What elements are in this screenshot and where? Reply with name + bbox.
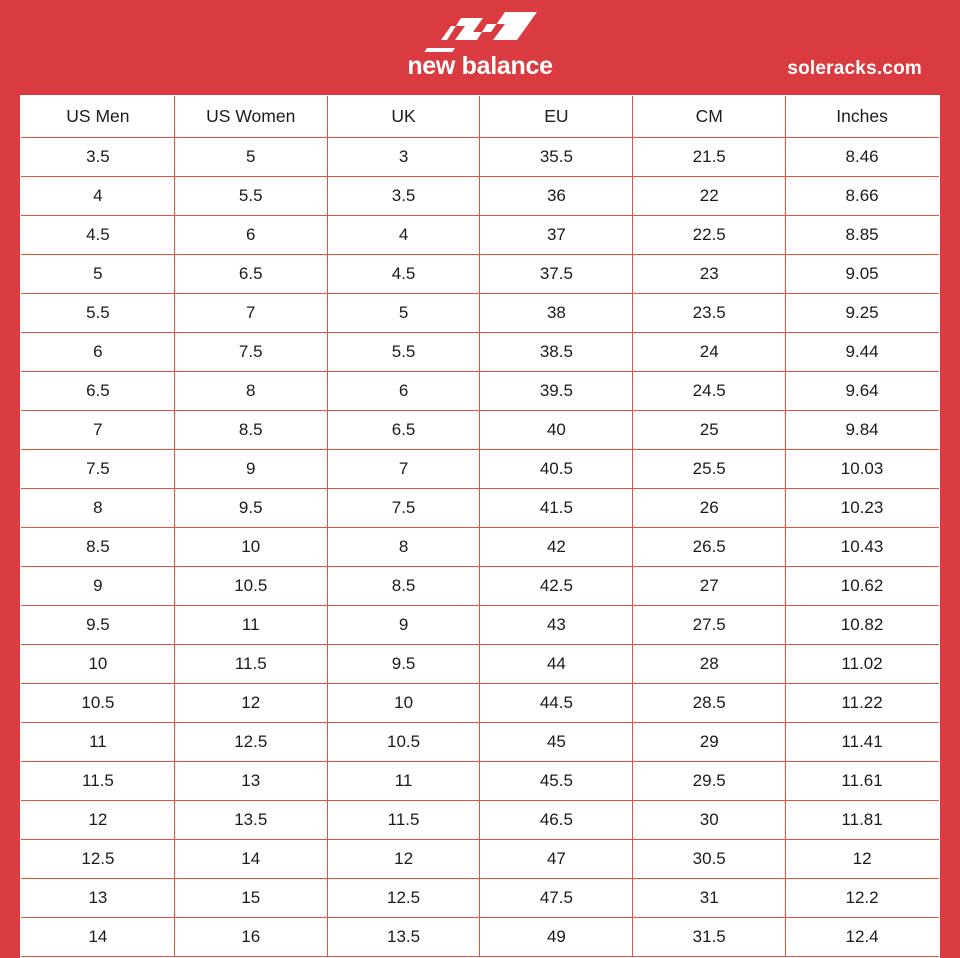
cell-eu: 35.5 <box>480 138 633 177</box>
cell-inches: 9.64 <box>786 372 939 411</box>
cell-eu: 43 <box>480 606 633 645</box>
cell-us-men: 3.5 <box>22 138 175 177</box>
cell-eu: 37 <box>480 216 633 255</box>
size-table-container <box>20 95 940 958</box>
cell-us-women: 5.5 <box>174 177 327 216</box>
cell-uk: 12 <box>327 840 480 879</box>
column-header-cm: CM <box>633 97 786 138</box>
cell-uk: 3.5 <box>327 177 480 216</box>
cell-cm: 27.5 <box>633 606 786 645</box>
table-row <box>22 528 939 567</box>
cell-inches: 11.61 <box>786 762 939 801</box>
cell-cm: 25.5 <box>633 450 786 489</box>
cell-uk: 7 <box>327 450 480 489</box>
cell-cm: 29.5 <box>633 762 786 801</box>
cell-cm: 25 <box>633 411 786 450</box>
cell-cm: 29 <box>633 723 786 762</box>
cell-us-men: 13 <box>22 879 175 918</box>
brand-name: new balance <box>407 52 553 80</box>
cell-inches: 8.46 <box>786 138 939 177</box>
cell-us-women: 8.5 <box>174 411 327 450</box>
table-row <box>22 138 939 177</box>
table-row <box>22 177 939 216</box>
cell-us-men: 11 <box>22 723 175 762</box>
cell-us-women: 13.5 <box>174 801 327 840</box>
cell-uk: 7.5 <box>327 489 480 528</box>
cell-uk: 8 <box>327 528 480 567</box>
cell-uk: 6.5 <box>327 411 480 450</box>
table-header-row <box>22 97 939 138</box>
cell-us-women: 11 <box>174 606 327 645</box>
cell-eu: 41.5 <box>480 489 633 528</box>
cell-eu: 47.5 <box>480 879 633 918</box>
cell-us-men: 5.5 <box>22 294 175 333</box>
cell-us-men: 4 <box>22 177 175 216</box>
cell-us-men: 11.5 <box>22 762 175 801</box>
cell-eu: 38 <box>480 294 633 333</box>
cell-inches: 8.85 <box>786 216 939 255</box>
cell-inches: 10.23 <box>786 489 939 528</box>
column-header-uk: UK <box>327 97 480 138</box>
table-body <box>22 138 939 957</box>
table-row <box>22 372 939 411</box>
cell-us-women: 7 <box>174 294 327 333</box>
cell-eu: 45.5 <box>480 762 633 801</box>
cell-us-men: 14 <box>22 918 175 957</box>
cell-uk: 10 <box>327 684 480 723</box>
cell-uk: 11 <box>327 762 480 801</box>
cell-cm: 23 <box>633 255 786 294</box>
cell-cm: 28 <box>633 645 786 684</box>
cell-inches: 10.03 <box>786 450 939 489</box>
cell-uk: 4.5 <box>327 255 480 294</box>
site-url: soleracks.com <box>787 58 922 79</box>
cell-uk: 5 <box>327 294 480 333</box>
table-row <box>22 294 939 333</box>
cell-inches: 10.82 <box>786 606 939 645</box>
cell-uk: 9 <box>327 606 480 645</box>
cell-uk: 3 <box>327 138 480 177</box>
cell-us-men: 12.5 <box>22 840 175 879</box>
column-header-us-women: US Women <box>174 97 327 138</box>
cell-inches: 11.41 <box>786 723 939 762</box>
cell-inches: 12.2 <box>786 879 939 918</box>
cell-inches: 9.84 <box>786 411 939 450</box>
cell-cm: 26 <box>633 489 786 528</box>
cell-us-men: 12 <box>22 801 175 840</box>
new-balance-logo-icon <box>421 10 539 52</box>
cell-eu: 46.5 <box>480 801 633 840</box>
cell-eu: 45 <box>480 723 633 762</box>
table-row <box>22 645 939 684</box>
cell-eu: 40.5 <box>480 450 633 489</box>
size-table <box>21 96 939 957</box>
cell-us-men: 10 <box>22 645 175 684</box>
cell-us-men: 6.5 <box>22 372 175 411</box>
cell-us-men: 10.5 <box>22 684 175 723</box>
cell-uk: 5.5 <box>327 333 480 372</box>
cell-inches: 12.4 <box>786 918 939 957</box>
cell-inches: 10.43 <box>786 528 939 567</box>
cell-eu: 40 <box>480 411 633 450</box>
cell-uk: 4 <box>327 216 480 255</box>
cell-us-women: 14 <box>174 840 327 879</box>
cell-us-women: 9.5 <box>174 489 327 528</box>
cell-uk: 10.5 <box>327 723 480 762</box>
cell-eu: 42 <box>480 528 633 567</box>
cell-cm: 24 <box>633 333 786 372</box>
cell-cm: 30 <box>633 801 786 840</box>
cell-uk: 9.5 <box>327 645 480 684</box>
cell-us-women: 11.5 <box>174 645 327 684</box>
table-row <box>22 489 939 528</box>
cell-us-men: 6 <box>22 333 175 372</box>
cell-us-men: 9.5 <box>22 606 175 645</box>
cell-us-women: 10 <box>174 528 327 567</box>
table-row <box>22 723 939 762</box>
column-header-eu: EU <box>480 97 633 138</box>
cell-us-women: 12.5 <box>174 723 327 762</box>
cell-us-women: 13 <box>174 762 327 801</box>
cell-cm: 26.5 <box>633 528 786 567</box>
cell-us-men: 4.5 <box>22 216 175 255</box>
cell-cm: 30.5 <box>633 840 786 879</box>
cell-eu: 36 <box>480 177 633 216</box>
cell-eu: 37.5 <box>480 255 633 294</box>
page-header <box>20 0 940 95</box>
table-row <box>22 918 939 957</box>
cell-us-women: 6 <box>174 216 327 255</box>
cell-cm: 21.5 <box>633 138 786 177</box>
cell-cm: 24.5 <box>633 372 786 411</box>
cell-cm: 31.5 <box>633 918 786 957</box>
cell-inches: 11.81 <box>786 801 939 840</box>
cell-us-men: 9 <box>22 567 175 606</box>
cell-inches: 9.05 <box>786 255 939 294</box>
cell-cm: 27 <box>633 567 786 606</box>
cell-uk: 13.5 <box>327 918 480 957</box>
cell-cm: 28.5 <box>633 684 786 723</box>
table-row <box>22 606 939 645</box>
cell-uk: 12.5 <box>327 879 480 918</box>
cell-inches: 10.62 <box>786 567 939 606</box>
cell-inches: 11.02 <box>786 645 939 684</box>
cell-eu: 38.5 <box>480 333 633 372</box>
cell-us-men: 8.5 <box>22 528 175 567</box>
column-header-us-men: US Men <box>22 97 175 138</box>
cell-us-women: 16 <box>174 918 327 957</box>
cell-inches: 12 <box>786 840 939 879</box>
cell-cm: 31 <box>633 879 786 918</box>
column-header-inches: Inches <box>786 97 939 138</box>
table-row <box>22 450 939 489</box>
cell-uk: 8.5 <box>327 567 480 606</box>
table-row <box>22 255 939 294</box>
cell-us-women: 15 <box>174 879 327 918</box>
cell-cm: 22 <box>633 177 786 216</box>
table-row <box>22 567 939 606</box>
cell-us-men: 7.5 <box>22 450 175 489</box>
table-row <box>22 762 939 801</box>
cell-uk: 11.5 <box>327 801 480 840</box>
table-row <box>22 801 939 840</box>
table-row <box>22 840 939 879</box>
cell-us-men: 7 <box>22 411 175 450</box>
cell-eu: 47 <box>480 840 633 879</box>
cell-cm: 22.5 <box>633 216 786 255</box>
cell-us-men: 8 <box>22 489 175 528</box>
cell-us-women: 9 <box>174 450 327 489</box>
cell-inches: 9.44 <box>786 333 939 372</box>
cell-us-women: 10.5 <box>174 567 327 606</box>
cell-us-men: 5 <box>22 255 175 294</box>
table-row <box>22 333 939 372</box>
cell-eu: 39.5 <box>480 372 633 411</box>
cell-eu: 44 <box>480 645 633 684</box>
cell-eu: 44.5 <box>480 684 633 723</box>
table-row <box>22 216 939 255</box>
cell-inches: 11.22 <box>786 684 939 723</box>
table-row <box>22 684 939 723</box>
cell-eu: 49 <box>480 918 633 957</box>
cell-uk: 6 <box>327 372 480 411</box>
cell-cm: 23.5 <box>633 294 786 333</box>
cell-inches: 8.66 <box>786 177 939 216</box>
cell-us-women: 12 <box>174 684 327 723</box>
cell-us-women: 7.5 <box>174 333 327 372</box>
table-row <box>22 411 939 450</box>
cell-us-women: 6.5 <box>174 255 327 294</box>
table-row <box>22 879 939 918</box>
cell-inches: 9.25 <box>786 294 939 333</box>
cell-us-women: 8 <box>174 372 327 411</box>
cell-us-women: 5 <box>174 138 327 177</box>
cell-eu: 42.5 <box>480 567 633 606</box>
